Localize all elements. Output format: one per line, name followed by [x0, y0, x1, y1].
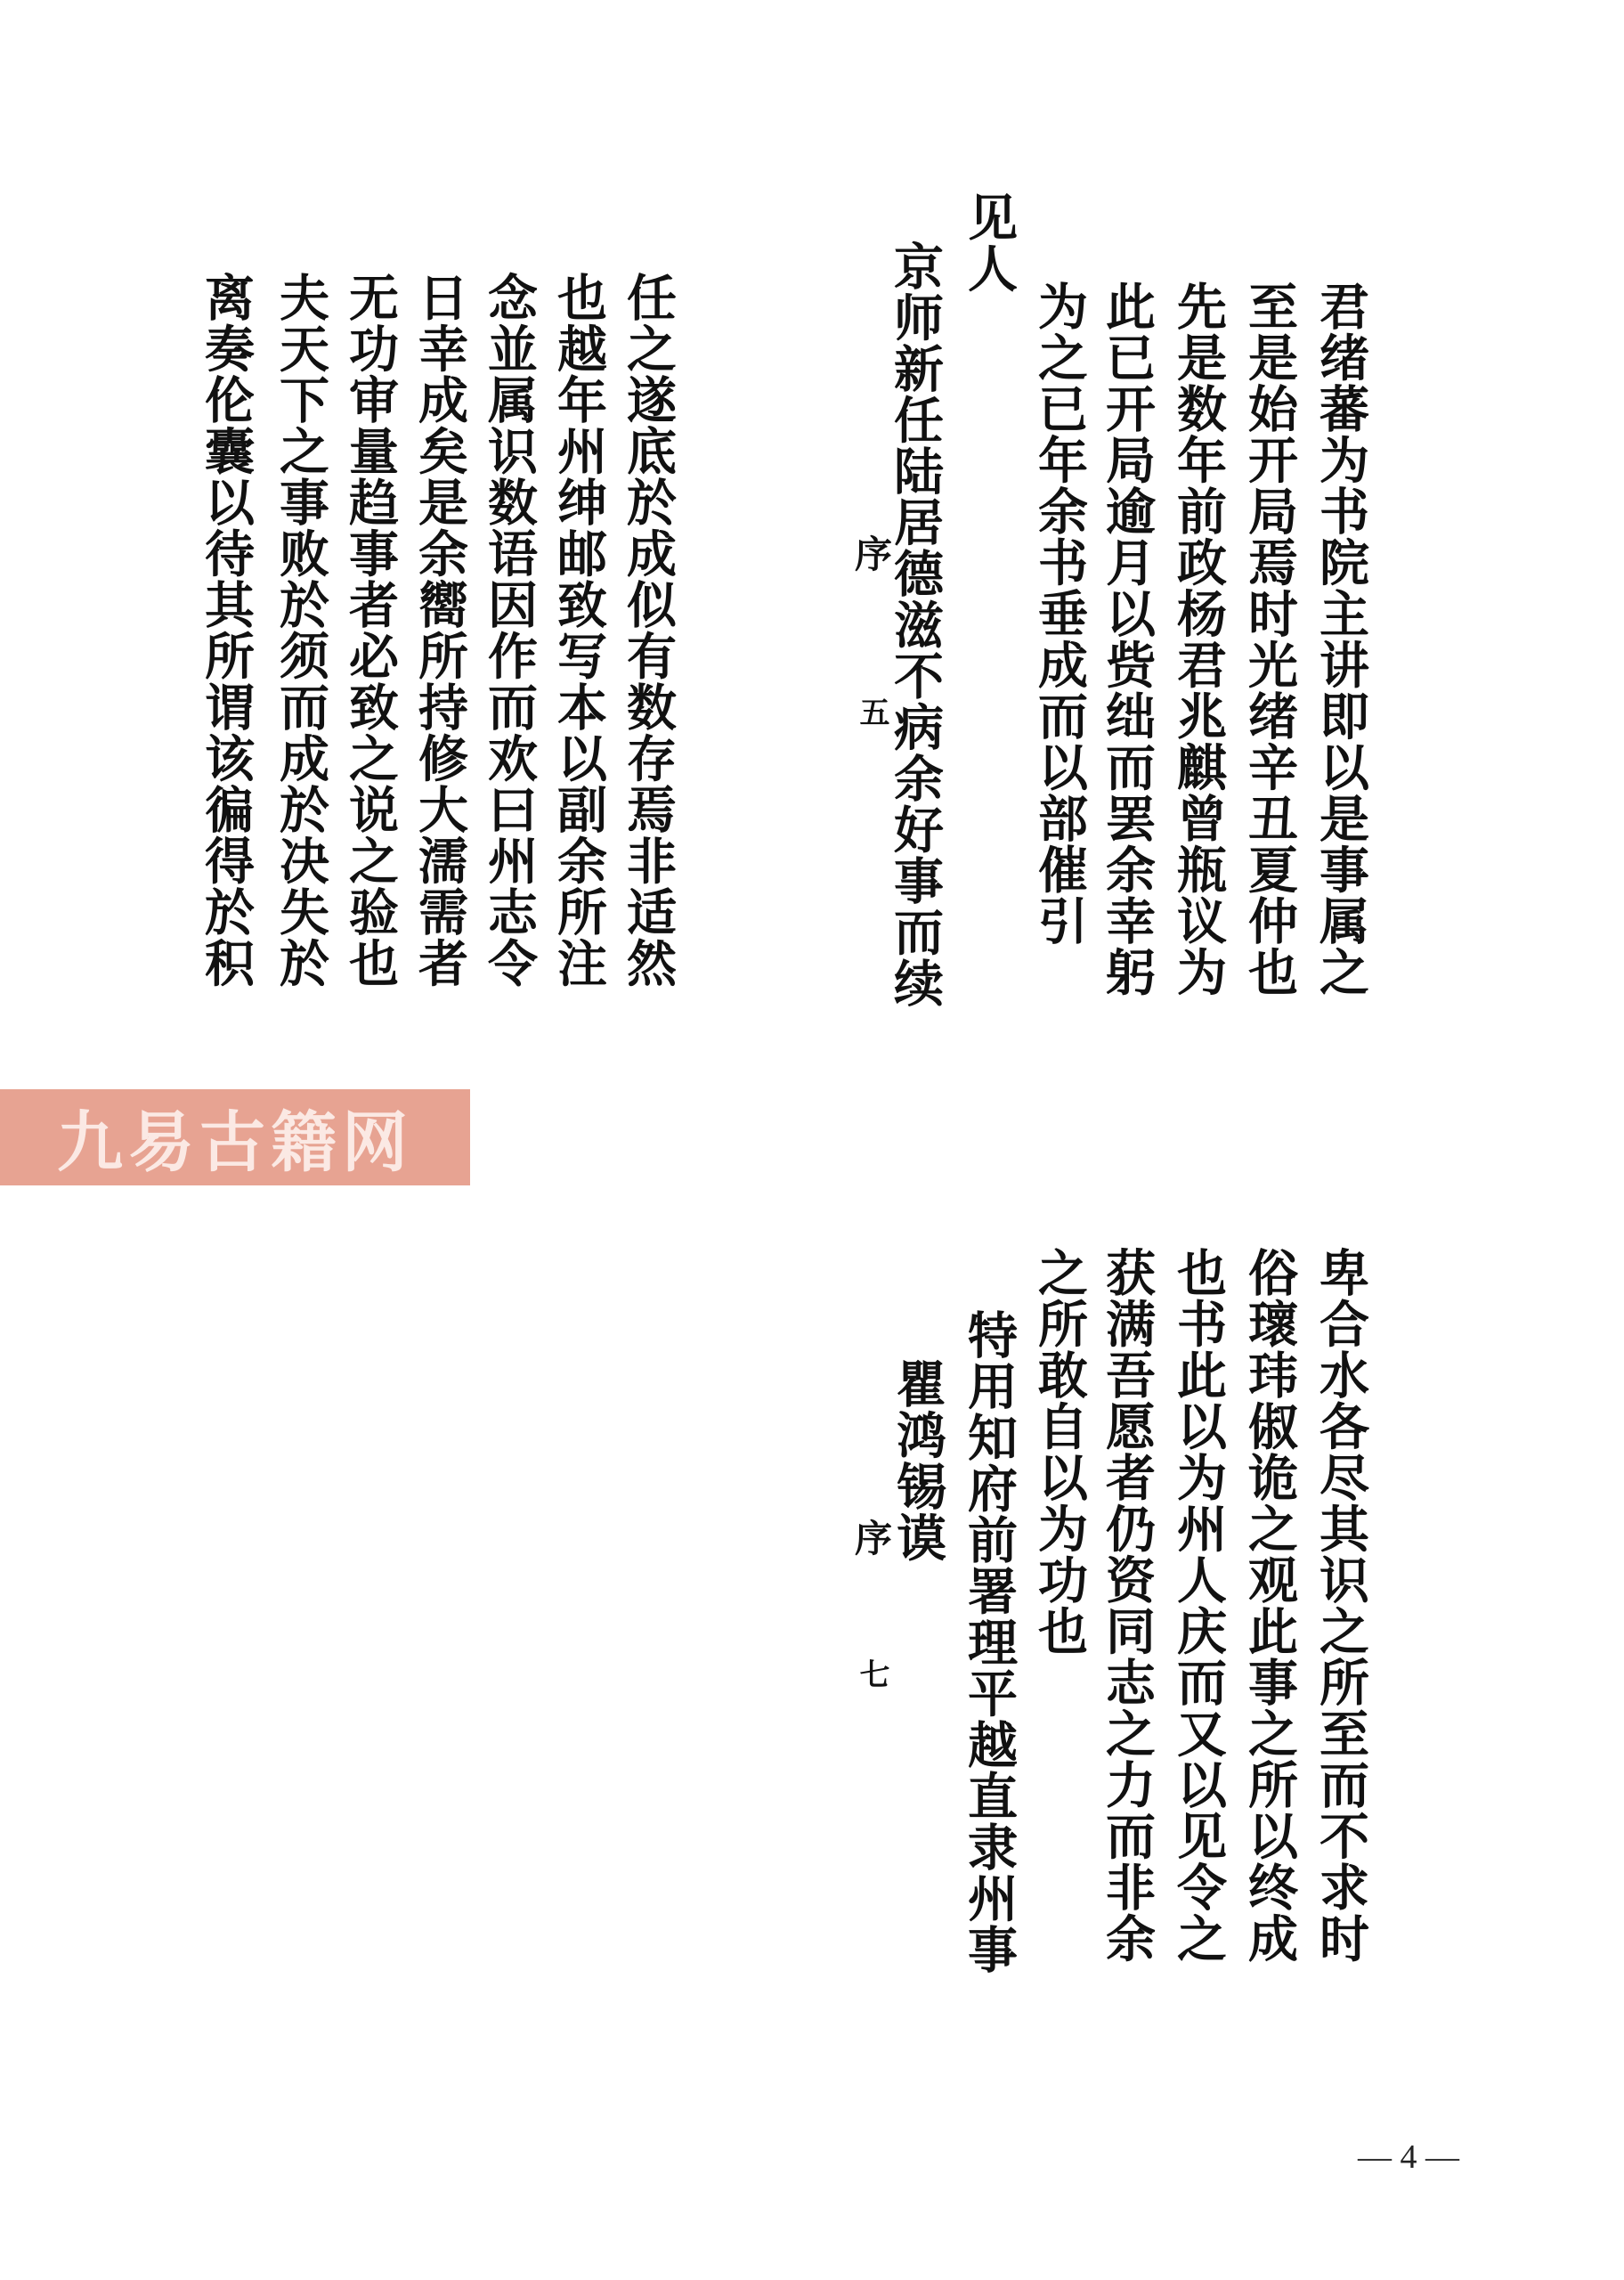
upper-text-column: 也越年州绅邮致写本以副余所注: [549, 272, 608, 989]
watermark-text: 九易古籍网: [57, 1104, 413, 1181]
upper-text-column: 见人: [960, 191, 1019, 294]
lower-text-column: 获满吾愿者仍资同志之力而非余: [1098, 1247, 1157, 1964]
upper-text-column: 此已开局逾月以赀绌而罢余幸躬: [1098, 281, 1157, 998]
lower-text-column: 也书此以为州人庆而又以见令之: [1169, 1247, 1228, 1964]
upper-text-column: 任之遂底於成似有数存焉非适然: [619, 272, 678, 989]
upper-text-column: 至是始开局焉时光绪辛丑夏仲也: [1240, 281, 1299, 998]
watermark-banner: [0, 1089, 470, 1185]
lower-text-column: 瞿鸿锡谟: [889, 1358, 947, 1563]
page-number: — 4 —: [1358, 2138, 1459, 2176]
lower-folio-number: 七: [854, 1658, 889, 1689]
upper-text-column: 无功审量趋事者必致之说之验也: [341, 272, 400, 989]
upper-text-column: 君绪蕃为书院主讲即以是事属之: [1311, 281, 1370, 998]
upper-text-column: 离奏伦囊以待其所谓该徧得於积: [197, 272, 256, 989]
upper-folio-number: 五: [854, 696, 889, 727]
upper-text-column: 夫天下之事败於须而成於决失於: [272, 272, 330, 989]
upper-text-column: 日幸成矣是余嚮所持修大濡需者: [410, 272, 469, 989]
lower-text-column: 之所敢自以为功也: [1030, 1247, 1089, 1657]
lower-text-column: 俗瓌玮俶诡之观此事之所以终成: [1240, 1247, 1299, 1964]
lower-text-column: 卑合水各尽其识之所至而不求时: [1311, 1247, 1370, 1964]
upper-text-column: 为之已年余书垂成而以部催引: [1030, 281, 1089, 947]
upper-text-column: 京师新任陆居德滋不病余好事而续: [886, 240, 945, 1009]
upper-text-column: 先是数年前政杨君兆麒曾瓶议为: [1169, 281, 1228, 998]
upper-text-column: 念並属识数语因作而欢曰州志令: [480, 272, 539, 989]
upper-section-label: 序: [849, 534, 893, 572]
lower-text-column: 特用知府前署理平越直隶州事: [960, 1309, 1019, 1975]
lower-section-label: 序: [849, 1519, 893, 1556]
